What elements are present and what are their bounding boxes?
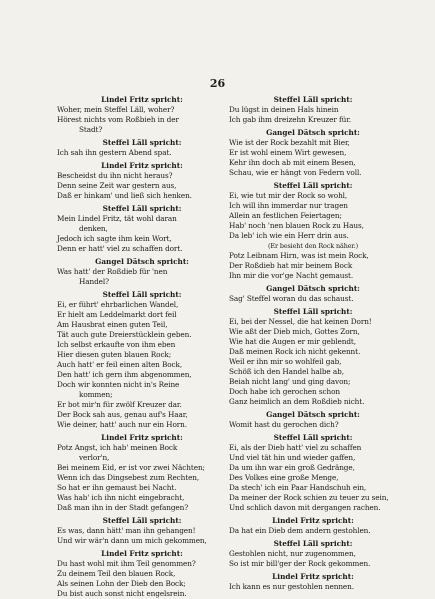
dialogue-block bbox=[57, 549, 227, 599]
speaker-heading: Steffel Läll spricht: bbox=[273, 95, 353, 104]
verse-line: Was hatt' der Roßdieb für 'nen bbox=[57, 267, 168, 276]
speaker-heading: Lindel Fritz spricht: bbox=[272, 516, 354, 525]
verse-line: Der Bock sah aus, genau auf's Haar, bbox=[57, 410, 188, 419]
verse-line: Tät auch gute Dreierstücklein geben. bbox=[57, 330, 192, 339]
verse-line: Wie hat die Augen er mir geblendt, bbox=[229, 337, 356, 346]
speaker-heading: Gangel Dätsch spricht: bbox=[95, 257, 189, 266]
speaker-heading: Steffel Läll spricht: bbox=[102, 290, 182, 299]
verse-line: Doch wir konnten nicht in's Reine bbox=[57, 380, 180, 389]
verse-line: Daß man ihn in der Stadt gefangen? bbox=[57, 503, 189, 512]
verse-line: Beiah nicht lang' und ging davon; bbox=[229, 377, 351, 386]
speaker-heading: Steffel Läll spricht: bbox=[102, 138, 182, 147]
verse-line: Ganz heimlich an dem Roßdieb nicht. bbox=[229, 397, 365, 406]
speaker-heading: Steffel Läll spricht: bbox=[273, 181, 353, 190]
right-column bbox=[229, 92, 397, 592]
verse-line: Er bot mir'n für zwölf Kreuzer dar. bbox=[57, 400, 182, 409]
verse-line: Als seinen Lohn der Dieb den Bock; bbox=[57, 579, 186, 588]
dialogue-block bbox=[57, 95, 227, 135]
verse-line: Denn er hatt' viel zu schaffen dort. bbox=[57, 244, 183, 253]
verse-line: verlor'n, bbox=[79, 453, 110, 462]
dialogue-block bbox=[229, 516, 397, 536]
verse-line: Du lügst in deinen Hals hinein bbox=[229, 105, 339, 114]
dialogue-block bbox=[229, 433, 397, 513]
verse-line: Weil er ihn mir so wohlfeil gab, bbox=[229, 357, 342, 366]
verse-line: Allein an festlichen Feiertagen; bbox=[229, 211, 342, 220]
speaker-heading: Steffel Läll spricht: bbox=[102, 204, 182, 213]
verse-line: Wie aßt der Dieb mich, Gottes Zorn, bbox=[229, 327, 360, 336]
speaker-heading: Steffel Läll spricht: bbox=[273, 307, 353, 316]
speaker-heading: Lindel Fritz spricht: bbox=[101, 433, 183, 442]
speaker-heading: Steffel Läll spricht: bbox=[273, 539, 353, 548]
page-number: 26 bbox=[209, 77, 226, 90]
verse-line: Und schlich davon mit dergangen rachen. bbox=[229, 503, 381, 512]
verse-line: Stadt? bbox=[79, 125, 103, 134]
verse-line: Schöß ich den Handel halbe ab, bbox=[229, 367, 344, 376]
verse-line: Auch hatt' er feil einen alten Bock, bbox=[57, 360, 183, 369]
dialogue-block bbox=[57, 204, 227, 254]
verse-line: Bei meinem Eid, er ist vor zwei Nächten; bbox=[57, 463, 205, 472]
verse-line: Woher, mein Steffel Läll, woher? bbox=[57, 105, 175, 114]
speaker-heading: Lindel Fritz spricht: bbox=[272, 572, 354, 581]
verse-line: Ich sah ihn gestern Abend spat. bbox=[57, 148, 172, 157]
dialogue-block bbox=[57, 138, 227, 158]
verse-line: Den hatt' ich gern ihm abgenommen, bbox=[57, 370, 192, 379]
verse-line: Ei, er führt' ehrbarlichen Wandel, bbox=[57, 300, 179, 309]
verse-line: Ei, wie tut mir der Rock so wohl, bbox=[229, 191, 348, 200]
verse-line: Ihn mir die vor'ge Nacht gemaust. bbox=[229, 271, 354, 280]
verse-line: Jedoch ich sagte ihm kein Wort, bbox=[57, 234, 172, 243]
verse-line: Doch habe ich gerochen schon bbox=[229, 387, 340, 396]
verse-line: Daß meinen Rock ich nicht gekennt. bbox=[229, 347, 361, 356]
verse-line: Er ist wohl einem Wirt gewesen, bbox=[229, 148, 347, 157]
speaker-heading: Lindel Fritz spricht: bbox=[101, 549, 183, 558]
verse-line: Er hielt am Leddelmarkt dort feil bbox=[57, 310, 177, 319]
verse-line: Ich selbst erkaufte von ihm eben bbox=[57, 340, 176, 349]
dialogue-block bbox=[229, 539, 397, 569]
verse-line: Da hat ein Dieb dem andern gestohlen. bbox=[229, 526, 371, 535]
verse-line: Da leb' ich wie ein Herr drin aus. bbox=[229, 231, 349, 240]
verse-line: Und wir wär'n dann um mich gekommen, bbox=[57, 536, 207, 545]
dialogue-block bbox=[57, 257, 227, 287]
verse-line: Ich kann es nur gestohlen nennen. bbox=[229, 582, 354, 591]
verse-line: Zu deinem Teil den blauen Rock, bbox=[57, 569, 176, 578]
speaker-heading: Gangel Dätsch spricht: bbox=[266, 410, 360, 419]
dialogue-block bbox=[57, 290, 227, 430]
dialogue-block bbox=[229, 128, 397, 178]
verse-line: Hier diesen guten blauen Rock; bbox=[57, 350, 172, 359]
verse-line: So ist mir bill'ger der Rock gekommen. bbox=[229, 559, 371, 568]
speaker-heading: Steffel Läll spricht: bbox=[273, 433, 353, 442]
verse-line: Bescheidst du ihn nicht heraus? bbox=[57, 171, 173, 180]
left-column bbox=[57, 92, 227, 599]
verse-line: Wie deiner, hatt' auch nur ein Horn. bbox=[57, 420, 187, 429]
verse-line: Gestohlen nicht, nur zugenommen, bbox=[229, 549, 356, 558]
dialogue-block bbox=[57, 161, 227, 201]
verse-line: Denn seine Zeit war gestern aus, bbox=[57, 181, 177, 190]
verse-line: Hörest nichts vom Roßbieh in der bbox=[57, 115, 179, 124]
verse-line: Handel? bbox=[79, 277, 109, 286]
dialogue-block bbox=[229, 410, 397, 430]
verse-line: Ei, als der Dieb hatt' viel zu schaffen bbox=[229, 443, 362, 452]
speaker-heading: Lindel Fritz spricht: bbox=[101, 161, 183, 170]
verse-line: Wie ist der Rock bezahlt mit Bier, bbox=[229, 138, 350, 147]
speaker-heading: Gangel Dätsch spricht: bbox=[266, 128, 360, 137]
stage-direction: (Er besieht den Rock näher.) bbox=[267, 242, 358, 250]
dialogue-block bbox=[229, 307, 397, 407]
verse-line: Du bist auch sonst nicht engelsrein. bbox=[57, 589, 187, 598]
verse-line: Ich gab ihm dreizehn Kreuzer für. bbox=[229, 115, 351, 124]
verse-line: Hab' noch 'nen blauen Rock zu Haus, bbox=[229, 221, 364, 230]
verse-line: Sag' Steffel woran du das schaust. bbox=[229, 294, 354, 303]
dialogue-block bbox=[229, 95, 397, 125]
verse-line: Kehr ihn doch ab mit einem Besen, bbox=[229, 158, 356, 167]
verse-line: Was hab' ich ihn nicht eingebracht, bbox=[57, 493, 185, 502]
verse-line: Des Volkes eine große Menge, bbox=[229, 473, 339, 482]
verse-line: Der Roßdieb hat mir beinem Bock bbox=[229, 261, 353, 270]
verse-line: Potz Angst, ich hab' meinen Bock bbox=[57, 443, 178, 452]
verse-line: Da meiner der Rock schien zu teuer zu sein, bbox=[229, 493, 389, 502]
speaker-heading: Steffel Läll spricht: bbox=[102, 516, 182, 525]
dialogue-block bbox=[229, 572, 397, 592]
verse-line: Potz Leibnam Hirn, was ist mein Rock, bbox=[229, 251, 369, 260]
verse-line: kommen; bbox=[79, 390, 113, 399]
verse-line: Daß er hinkam' und ließ sich henken. bbox=[57, 191, 192, 200]
speaker-heading: Gangel Dätsch spricht: bbox=[266, 284, 360, 293]
verse-line: Da stech' ich ein Paar Handschuh ein, bbox=[229, 483, 367, 492]
dialogue-block bbox=[229, 284, 397, 304]
verse-line: So hat er ihn gemaust bei Nacht. bbox=[57, 483, 177, 492]
verse-line: Womit hast du gerochen dich? bbox=[229, 420, 339, 429]
verse-line: Wenn ich das Dingsebest zum Rechten, bbox=[57, 473, 200, 482]
dialogue-block bbox=[229, 181, 397, 281]
verse-line: Ich will ihn immerdar nur tragen bbox=[229, 201, 348, 210]
verse-line: Schau, wie er hängt von Federn voll. bbox=[229, 168, 362, 177]
verse-line: Und viel tät hin und wieder gaffen, bbox=[229, 453, 356, 462]
verse-line: Am Hausbrat einen guten Teil, bbox=[57, 320, 168, 329]
verse-line: Ei, bei der Nessel, die hat keinen Dorn! bbox=[229, 317, 372, 326]
verse-line: denken, bbox=[79, 224, 108, 233]
speaker-heading: Lindel Fritz spricht: bbox=[101, 95, 183, 104]
verse-line: Es was, dann hätt' man ihn gehangen! bbox=[57, 526, 196, 535]
verse-line: Da um ihn war ein groß Gedränge, bbox=[229, 463, 355, 472]
dialogue-block bbox=[57, 516, 227, 546]
verse-line: Du hast wohl mit ihm Teil genommen? bbox=[57, 559, 196, 568]
verse-line: Mein Lindel Fritz, tät wohl daran bbox=[57, 214, 177, 223]
dialogue-block bbox=[57, 433, 227, 513]
